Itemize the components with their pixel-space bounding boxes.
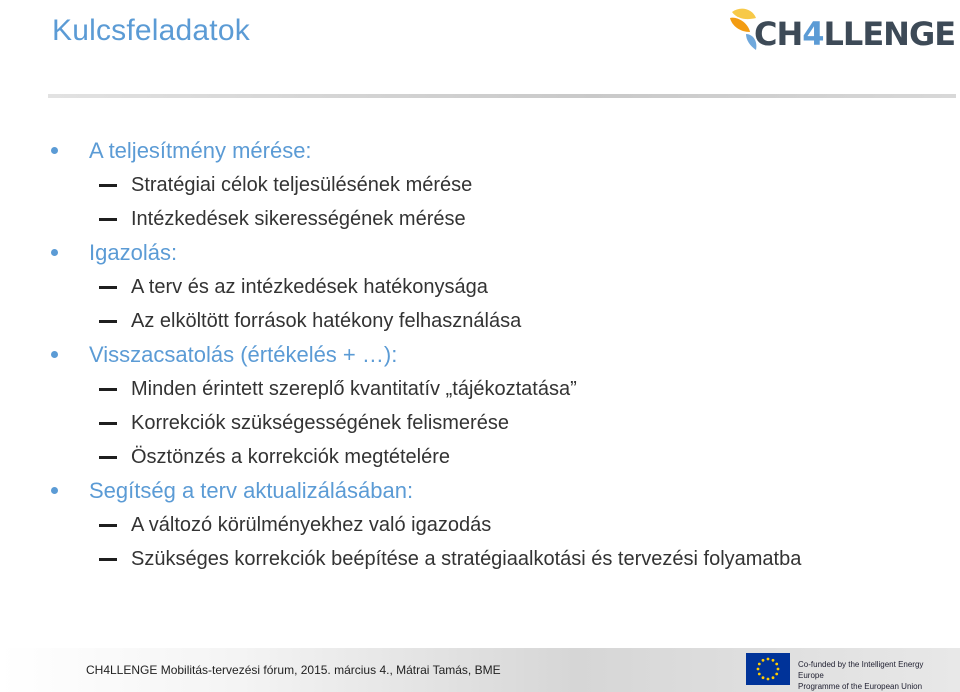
bullet-dot-icon — [51, 487, 58, 494]
bullet-dot-icon — [51, 351, 58, 358]
sub-item-text: Stratégiai célok teljesülésének mérése — [131, 174, 473, 196]
sub-item — [0, 542, 960, 576]
sub-item-text: Az elköltött források hatékony felhasználása — [131, 310, 522, 332]
sub-item — [0, 440, 960, 474]
eu-line: Programme of the European Union — [798, 682, 923, 691]
dash-icon — [99, 524, 117, 527]
dash-icon — [99, 422, 117, 425]
logo-wordmark — [754, 15, 956, 53]
footer-bar — [0, 648, 960, 692]
sub-item-text: A változó körülményekhez való igazodás — [131, 514, 492, 536]
logo-four: 4 — [802, 15, 824, 53]
bullet-dot-icon — [51, 147, 58, 154]
bullet-item — [0, 236, 960, 270]
sub-item — [0, 372, 960, 406]
sub-item-text: A terv és az intézkedések hatékonysága — [131, 276, 488, 298]
bullet-item — [0, 338, 960, 372]
ch4llenge-logo — [726, 4, 956, 62]
dash-icon — [99, 184, 117, 187]
footer-text: CH4LLENGE Mobilitás-tervezési fórum, 2015. március 4., Mátrai Tamás, BME — [86, 663, 501, 677]
sub-item — [0, 406, 960, 440]
slide-title: Kulcsfeladatok — [52, 14, 250, 47]
dash-icon — [99, 218, 117, 221]
eu-line: Co-funded by the Intelligent Energy Europe — [798, 660, 924, 680]
sub-item-text: Szükséges korrekciók beépítése a stratégiaalkotási és tervezési folyamatba — [131, 548, 802, 570]
eu-cofunding-text — [798, 659, 948, 692]
sub-item-text: Intézkedések sikerességének mérése — [131, 208, 466, 230]
bullet-item — [0, 474, 960, 508]
bullet-label: Visszacsatolás (értékelés + …): — [89, 342, 398, 367]
dash-icon — [99, 558, 117, 561]
logo-prefix: CH — [754, 15, 803, 53]
sub-item — [0, 304, 960, 338]
logo-suffix: LLENGE — [823, 15, 956, 53]
header-divider — [48, 94, 956, 98]
sub-item — [0, 168, 960, 202]
dash-icon — [99, 320, 117, 323]
bullet-list — [0, 134, 960, 576]
bullet-label: Igazolás: — [89, 240, 178, 265]
bullet-label: Segítség a terv aktualizálásában: — [89, 478, 414, 503]
dash-icon — [99, 388, 117, 391]
sub-item — [0, 202, 960, 236]
dash-icon — [99, 456, 117, 459]
bullet-item — [0, 134, 960, 168]
bullet-label: A teljesítmény mérése: — [89, 138, 312, 163]
sub-item-text: Korrekciók szükségességének felismerése — [131, 412, 509, 434]
sub-item — [0, 270, 960, 304]
sub-item — [0, 508, 960, 542]
bullet-dot-icon — [51, 249, 58, 256]
eu-flag-icon — [746, 653, 790, 685]
sub-item-text: Ösztönzés a korrekciók megtételére — [131, 446, 451, 468]
sub-item-text: Minden érintett szereplő kvantitatív „tájékoztatása” — [131, 378, 577, 400]
dash-icon — [99, 286, 117, 289]
